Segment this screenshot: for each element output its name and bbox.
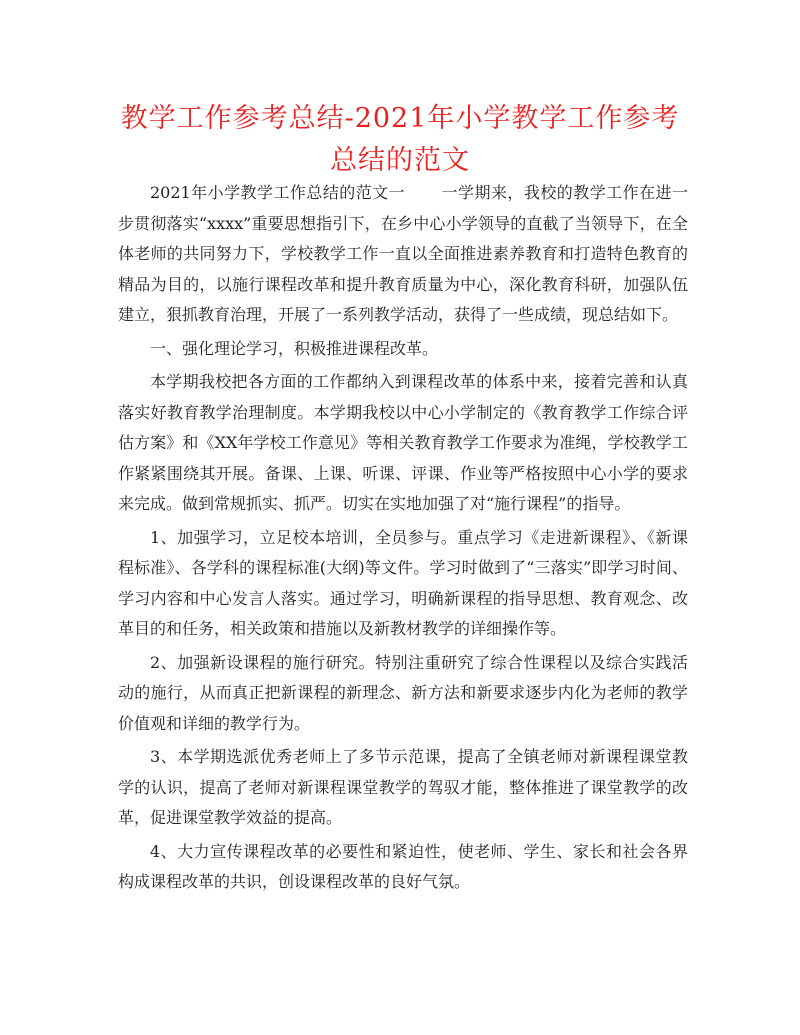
intro-heading: 2021年小学教学工作总结的范文一 bbox=[150, 183, 406, 202]
paragraph: 1、加强学习，立足校本培训，全员参与。重点学习《走进新课程》、《新课程标准》、各学科的课程标准(大纲)等文件。学习时做到了“三落实”即学习时间、学习内容和中心发言人落实。通过学习，明确新课程的指导思想、教育观念、改革目的和任务，相关政策和措施以及新教材教学的详细操作等。 bbox=[118, 527, 688, 638]
paragraph: 4、大力宣传课程改革的必要性和紧迫性，使老师、学生、家长和社会各界构成课程改革的共识，创设课程改革的良好气氛。 bbox=[118, 841, 688, 891]
paragraph: 3、本学期选派优秀老师上了多节示范课，提高了全镇老师对新课程课堂教学的认识，提高了老师对新课程课堂教学的驾驭才能，整体推进了课堂教学的改革，促进课堂教学效益的提高。 bbox=[118, 747, 688, 827]
paragraph-text: 一学期来，我校的教学工作在进一步贯彻落实“xxxx”重要思想指引下，在乡中心小学领导的直截了当领导下，在全体老师的共同努力下，学校教学工作一直以全面推进素养教育和打造特色教育的精品为目的，以施行课程改革和提升教育质量为中心，深化教育科研，加强队伍建立，狠抓教育治理，开展了一系列教学活动，获得了一些成绩，现总结如下。 bbox=[118, 183, 688, 324]
paragraph-intro bbox=[118, 178, 688, 331]
paragraph: 本学期我校把各方面的工作都纳入到课程改革的体系中来，接着完善和认真落实好教育教学治理制度。本学期我校以中心小学制定的《教育教学工作综合评估方案》和《XX年学校工作意见》等相关教育教学工作要求为准绳，学校教学工作紧紧围绕其开展。备课、上课、听课、评课、作业等严格按照中心小学的要求来完成。做到常规抓实、抓严。切实在实地加强了对“施行课程”的指导。 bbox=[118, 372, 688, 513]
document-body bbox=[118, 178, 688, 898]
paragraph: 2、加强新设课程的施行研究。特别注重研究了综合性课程以及综合实践活动的施行，从而真正把新课程的新理念、新方法和新要求逐步内化为老师的教学价值观和详细的教学行为。 bbox=[118, 652, 688, 733]
section-heading: 一、强化理论学习，积极推进课程改革。 bbox=[150, 338, 439, 358]
document-title: 教学工作参考总结-2021年小学教学工作参考总结的范文 bbox=[120, 103, 680, 176]
